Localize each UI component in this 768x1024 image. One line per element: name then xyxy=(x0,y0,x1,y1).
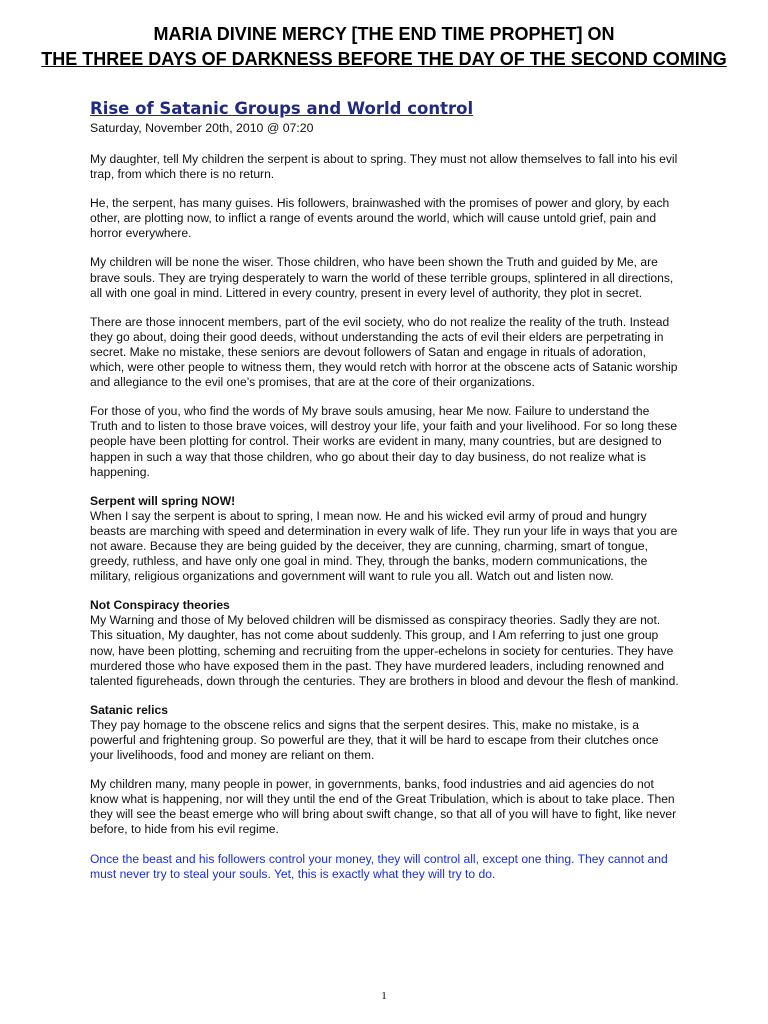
article-body xyxy=(90,98,680,896)
article-title: Rise of Satanic Groups and World control xyxy=(90,99,474,118)
closing-paragraph: My children many, many people in power, in governments, banks, food industries and aid agencies do not know what is happening, nor will they until the end of the Great Tribulation, which is about to take place. Then they will see the beast emerge who will bring about swift change, so that all of you will have to fight, like never before, to hide from his evil regime. xyxy=(90,777,677,837)
section-body: They pay homage to the obscene relics and signs that the serpent desires. This, make no mistake, is a powerful and frightening group. So powerful are they, that it will be hard to escape from their clutches once your livelihoods, food and money are reliant on them. xyxy=(90,717,659,763)
paragraph: He, the serpent, has many guises. His followers, brainwashed with the promises of power and glory, by each other, are plotting now, to inflict a range of events around the world, which will cause untold grief, pain and horror everywhere. xyxy=(90,196,670,241)
header-line-1: MARIA DIVINE MERCY [THE END TIME PROPHET] ON xyxy=(153,24,615,44)
section-heading: Satanic relics xyxy=(90,702,168,717)
section-body: My Warning and those of My beloved children will be dismissed as conspiracy theories. Sadly they are not. This situation, My daughter, has not come about suddenly. This group, and I Am referring to just one group now, have been plotting, scheming and recruiting from the upper-echelons in society for centuries. They have murdered those who have exposed them in the past. They have murdered leaders, including renowned and talented figureheads, down through the centuries. They are brothers in blood and devour the flesh of mankind. xyxy=(90,613,679,688)
section-body: When I say the serpent is about to spring, I mean now. He and his wicked evil army of proud and hungry beasts are marching with speed and determination in every walk of life. They run your life in ways that you are not aware. Because they are being guided by the deceiver, they are cunning, charming, smart of tongue, greedy, ruthless, and have only one goal in mind. They, through the banks, modern communications, the military, religious organizations and government will want to rule you all. Watch out and listen now. xyxy=(90,508,678,584)
document-header xyxy=(0,22,768,72)
section-heading: Serpent will spring NOW! xyxy=(90,493,236,508)
paragraph: My children will be none the wiser. Those children, who have been shown the Truth and guided by Me, are brave souls. They are trying desperately to warn the world of these terrible groups, splintered in all directions, all with one goal in mind. Littered in every country, present in every level of authority, they plot in secret. xyxy=(90,255,674,300)
paragraph: There are those innocent members, part of the evil society, who do not realize the reality of the truth. Instead they go about, doing their good deeds, without understanding the acts of evil their elders are perpetrating in secret. Make no mistake, these seniors are devout followers of Satan and engage in rituals of adoration, which, were other people to witness them, they would retch with horror at the obscene acts of Satanic worship and allegiance to the evil one’s promises, that are at the core of their organizations. xyxy=(90,314,678,390)
highlight-paragraph: Once the beast and his followers control your money, they will control all, except one thing. They cannot and must never try to steal your souls. Yet, this is exactly what they will try to do. xyxy=(90,851,668,881)
article-date: Saturday, November 20th, 2010 @ 07:20 xyxy=(90,121,314,135)
section-heading: Not Conspiracy theories xyxy=(90,598,230,613)
header-line-2: THE THREE DAYS OF DARKNESS BEFORE THE DAY OF THE SECOND COMING xyxy=(41,49,727,69)
paragraph: For those of you, who find the words of My brave souls amusing, hear Me now. Failure to understand the Truth and to listen to those brave voices, will destroy your life, your faith and your livelihood. For so long these people have been plotting for control. Their works are evident in many, many countries, but are designed to happen in such a way that those children, who go about their day to day business, do not realize what is happening. xyxy=(90,404,678,479)
page-number: 1 xyxy=(381,990,387,1002)
paragraph: My daughter, tell My children the serpent is about to spring. They must not allow themselves to fall into his evil trap, from which there is no return. xyxy=(90,152,678,182)
